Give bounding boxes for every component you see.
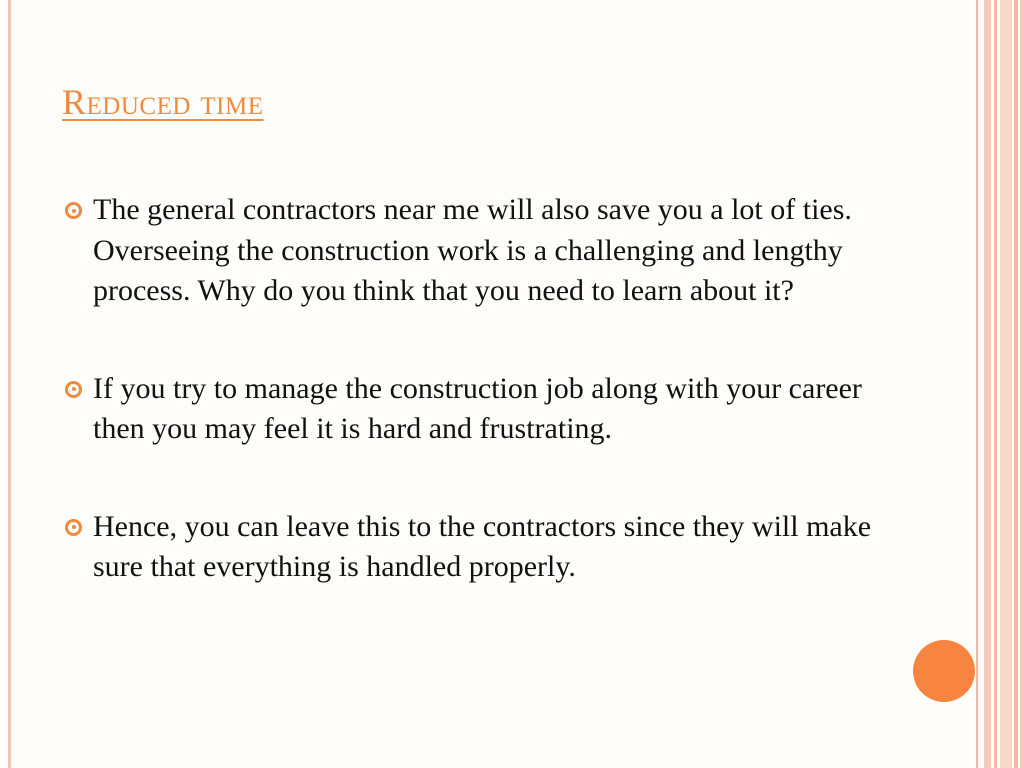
bullet-text: The general contractors near me will also save you a lot of ties. Overseeing the construction work is a challenging and lengthy process. Why do you think that you need to learn about it?: [93, 193, 852, 307]
bullet-item: [62, 369, 882, 450]
frame-band: [976, 0, 978, 768]
orange-circle-decoration: [913, 640, 975, 702]
right-frame-bands: [976, 0, 1024, 768]
frame-band: [994, 0, 997, 768]
bullet-item: [62, 507, 882, 588]
slide-title: Reduced time: [62, 82, 264, 122]
frame-band: [1000, 0, 1012, 768]
left-frame-line: [8, 0, 11, 768]
bullet-list: [62, 190, 882, 588]
ring-bullet-icon: [65, 519, 82, 536]
ring-bullet-icon: [65, 381, 82, 398]
bullet-item: [62, 190, 882, 312]
frame-band: [1014, 0, 1018, 768]
bullet-text: Hence, you can leave this to the contractors since they will make sure that everything is handled properly.: [93, 509, 872, 583]
frame-band: [984, 0, 991, 768]
frame-band: [1020, 0, 1024, 768]
ring-bullet-icon: [65, 202, 82, 219]
bullet-text: If you try to manage the construction job along with your career then you may feel it is hard and frustrating.: [93, 371, 862, 445]
